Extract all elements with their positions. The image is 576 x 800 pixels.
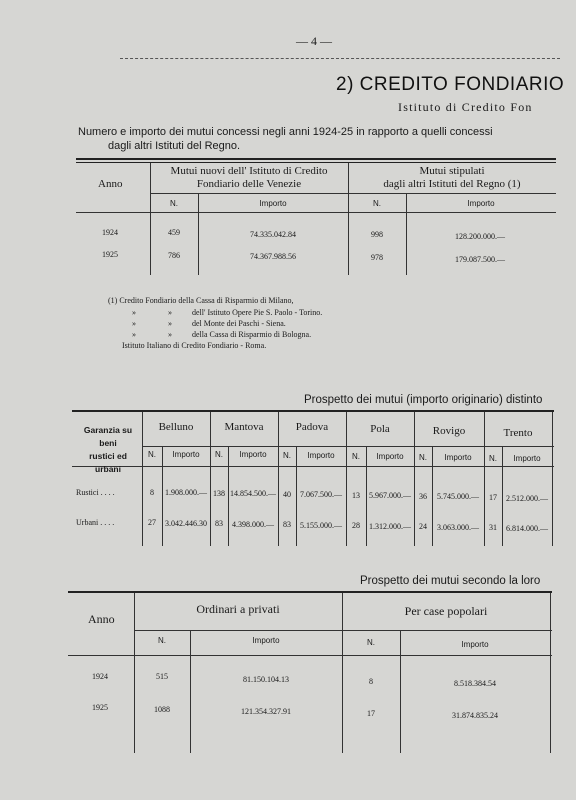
footnote-line: del Monte dei Paschi - Siena. [192,319,286,328]
table2-sub-importo: Importo [307,451,335,460]
table3-row-anno: 1924 [92,672,108,681]
table1-group1-line2: Fondiario delle Venezie [196,178,302,190]
table2-cell: 83 [215,519,223,528]
table1-row-n1: 786 [168,251,180,260]
table3-vline [190,630,191,753]
table3-sub-importo1: Importo [252,636,280,645]
table2-row-label: Rustici . . . . [76,488,115,497]
table2-cell: 36 [419,492,427,501]
table1-row-imp1: 74.367.988.56 [250,252,296,261]
table3-row-n2: 8 [369,677,373,686]
table1-row-n2: 998 [371,230,383,239]
table2-cell: 17 [489,493,497,502]
table1-row-n2: 978 [371,253,383,262]
page-number: — 4 — [296,34,332,48]
table3-sub-importo2: Importo [461,640,489,649]
table3-row-imp1: 121.354.327.91 [241,707,291,716]
table2-cell: 83 [283,520,291,529]
intro-line-1: Numero e importo dei mutui concessi negli anni 1924-25 in rapporto a quelli concessi [78,126,493,138]
table1-header-divider [150,193,556,194]
table2-sub-n: N. [419,453,427,462]
table2-cell: 27 [148,518,156,527]
table2-cell: 31 [489,523,497,532]
table1-col-anno: Anno [98,178,123,190]
ditto-mark: » [168,330,172,339]
table2-cell: 13 [352,491,360,500]
section-subtitle: Istituto di Credito Fon [398,100,533,114]
table2-sub-importo: Importo [376,452,404,461]
table1-top-rule-2 [76,162,556,163]
table2-province-header: Rovigo [432,425,466,437]
table3-top-rule [68,591,552,593]
table1-group1-line1: Mutui nuovi dell' Istituto di Credito [170,165,328,177]
table1-group1-header [150,165,348,191]
table3-subheader-divider [68,655,552,656]
table3-title: Prospetto dei mutui secondo la loro [360,575,541,587]
footnote-line: (1) Credito Fondiario della Cassa di Risparmio di Milano, [108,296,294,305]
table2-col-garanzia-line1: Garanzia su beni [83,425,133,448]
table3-row-anno: 1925 [92,703,108,712]
table2-province-header: Mantova [224,421,264,433]
table2-top-rule [72,410,554,412]
table2-cell: 5.967.000.— [369,491,411,500]
table2-cell: 4.398.000.— [232,520,274,529]
table2-cell: 6.814.000.— [506,524,548,533]
table3-row-n2: 17 [367,709,375,718]
footnote-line: della Cassa di Risparmio di Bologna. [192,330,312,339]
table3-row-imp2: 8.518.384.54 [454,679,496,688]
table1-group2-line2: dagli altri Istituti del Regno (1) [383,178,521,190]
table2-subheader-divider [72,466,554,467]
table2-sub-n: N. [352,452,360,461]
table1-row-anno: 1925 [102,250,118,259]
table2-province-header: Belluno [158,421,194,433]
table3-row-n1: 1088 [154,705,170,714]
ditto-mark: » [168,319,172,328]
table2-sub-importo: Importo [444,453,472,462]
ditto-mark: » [132,330,136,339]
table3-header-divider [134,630,552,631]
table2-sub-n: N. [148,450,156,459]
table2-sub-importo: Importo [239,450,267,459]
ditto-mark: » [168,308,172,317]
table2-cell: 2.512.000.— [506,494,548,503]
table2-cell: 1.312.000.— [369,522,411,531]
footnote-line: Istituto Italiano di Credito Fondiario - Roma. [122,341,267,350]
table2-cell: 138 [213,489,225,498]
table1-group2-line1: Mutui stipulati [419,165,485,177]
ditto-mark: » [132,308,136,317]
table1-subheader-divider [76,212,556,213]
table2-title: Prospetto dei mutui (importo originario) distinto [304,394,543,406]
table3-row-n1: 515 [156,672,168,681]
table1-row-imp2: 128.200.000.— [455,232,505,241]
table2-cell: 40 [283,490,291,499]
table1-sub-n1: N. [170,199,178,208]
table2-sub-n: N. [215,450,223,459]
table1-sub-importo2: Importo [467,199,495,208]
table1-row-imp2: 179.087.500.— [455,255,505,264]
table1-sub-n2: N. [373,199,381,208]
table1-row-anno: 1924 [102,228,118,237]
table1-top-rule [76,158,556,160]
table3-col-anno: Anno [88,612,115,626]
table3-group1-header: Ordinari a privati [196,602,280,616]
table1-row-n1: 459 [168,228,180,237]
table2-cell: 3.063.000.— [437,523,479,532]
table2-cell: 8 [150,488,154,497]
table2-province-header: Padova [295,421,329,433]
section-title: 2) CREDITO FONDIARIO [336,74,565,95]
table2-cell: 5.745.000.— [437,492,479,501]
table2-sub-n: N. [283,451,291,460]
table2-header-divider [142,446,554,447]
table2-sub-importo: Importo [513,454,541,463]
table2-cell: 3.042.446.30 [165,519,207,528]
table1-row-imp1: 74.335.042.84 [250,230,296,239]
table2-col-garanzia-line2: rustici ed urbani [89,451,127,474]
table2-sub-importo: Importo [172,450,200,459]
table2-sub-n: N. [489,454,497,463]
table2-vline [552,412,553,546]
table2-cell: 14.854.500.— [230,489,276,498]
table3-sub-n1: N. [158,636,166,645]
table1-sub-importo1: Importo [259,199,287,208]
footnote-line: dell' Istituto Opere Pie S. Paolo - Torino. [192,308,323,317]
table2-col-garanzia [76,424,140,476]
table3-group2-header: Per case popolari [404,604,488,618]
table2-cell: 5.155.000.— [300,521,342,530]
top-dotted-rule [120,58,560,60]
table2-cell: 28 [352,521,360,530]
table2-province-header: Pola [370,423,390,435]
table2-province-header: Trento [503,427,533,439]
table3-vline [550,593,551,753]
table3-sub-n2: N. [367,638,375,647]
table2-cell: 1.908.000.— [165,488,207,497]
ditto-mark: » [132,319,136,328]
table1-group2-header [348,165,556,191]
intro-line-2: dagli altri Istituti del Regno. [108,140,241,152]
table3-row-imp1: 81.150.104.13 [243,675,289,684]
table2-cell: 7.067.500.— [300,490,342,499]
table2-cell: 24 [419,522,427,531]
table3-row-imp2: 31.874.835.24 [452,711,498,720]
table2-row-label: Urbani . . . . [76,518,115,527]
